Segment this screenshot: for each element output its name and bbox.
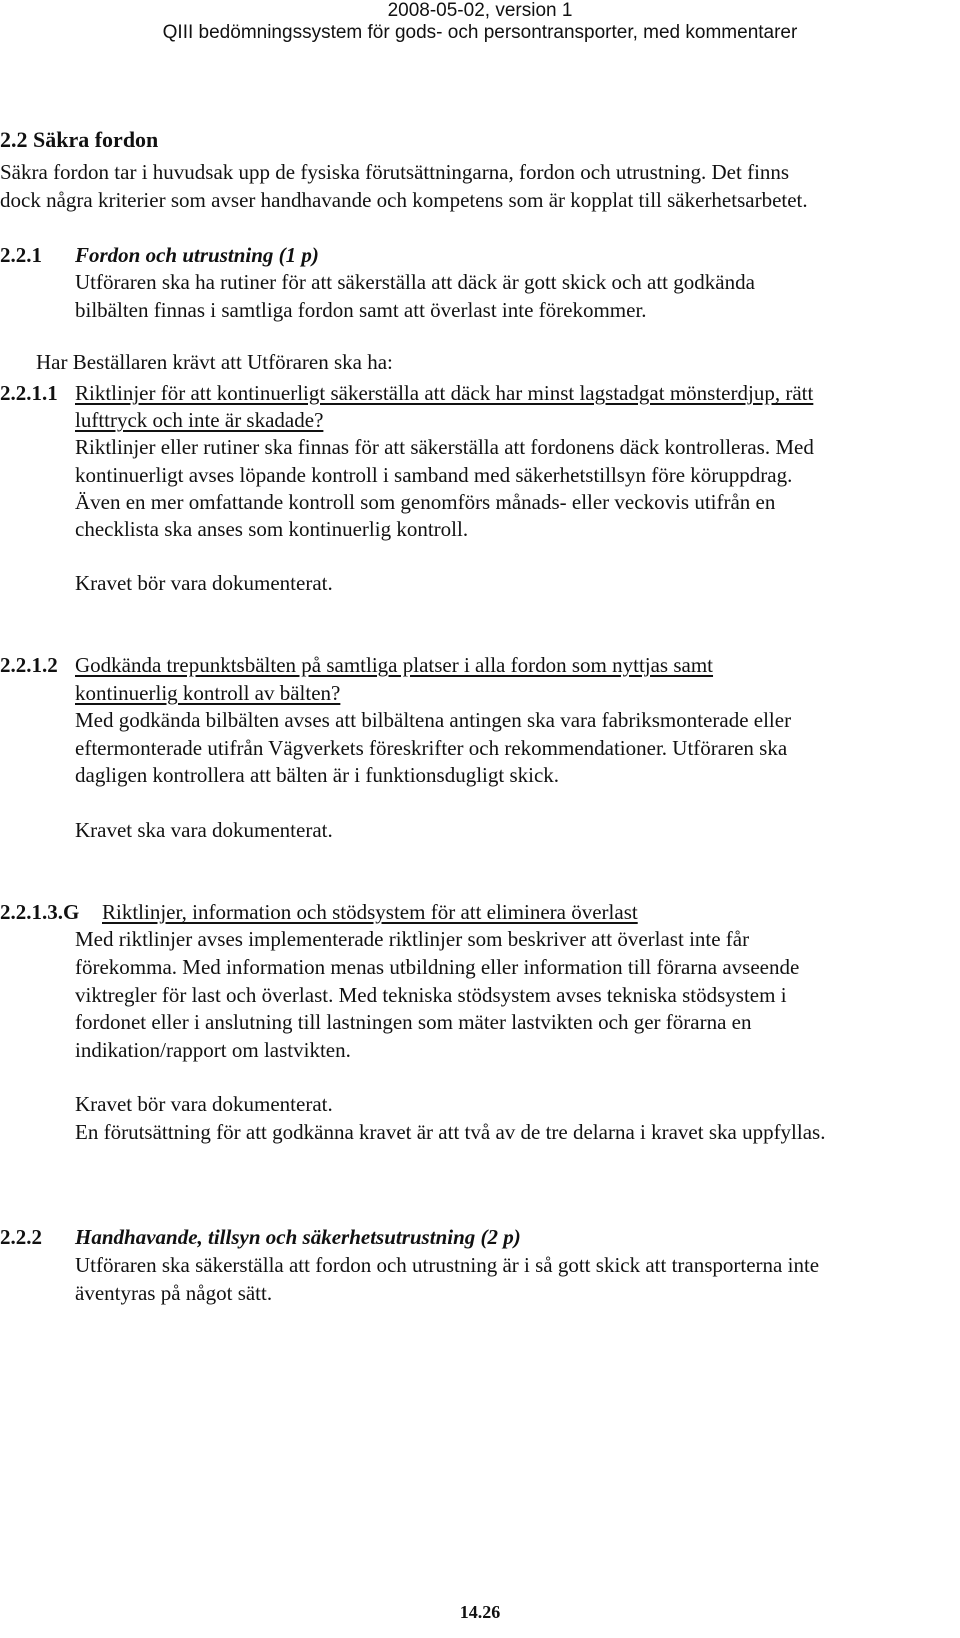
s2212-note: Kravet ska vara dokumenterat. xyxy=(75,818,333,842)
s2211-title-line: Riktlinjer för att kontinuerligt säkerställa att däck har minst lagstadgat mönsterdjup, rätt xyxy=(75,381,814,405)
s222-number: 2.2.2 xyxy=(0,1225,42,1249)
s222-title: Handhavande, tillsyn och säkerhetsutrustning (2 p) xyxy=(75,1225,521,1249)
s2211-body-line: Även en mer omfattande kontroll som genomförs månads- eller veckovis utifrån en xyxy=(75,490,776,514)
s2212-body-line: eftermonterade utifrån Vägverkets föreskrifter och rekommendationer. Utföraren ska xyxy=(75,736,788,760)
s221-body-line: Utföraren ska ha rutiner för att säkerställa att däck är gott skick och att godkända xyxy=(75,270,755,294)
s2211-body-line: Riktlinjer eller rutiner ska finnas för att säkerställa att fordonens däck kontrolleras. Med xyxy=(75,435,814,459)
s2213-body-line: förekomma. Med information menas utbildning eller information till förarna avseende xyxy=(75,955,800,979)
s2213-note2: En förutsättning för att godkänna kravet är att två av de tre delarna i kravet ska uppfyllas. xyxy=(75,1120,826,1144)
header-title: QIII bedömningssystem för gods- och persontransporter, med kommentarer xyxy=(162,22,798,43)
s221-number: 2.2.1 xyxy=(0,243,42,267)
section-title: 2.2 Säkra fordon xyxy=(0,127,159,152)
s2211-note: Kravet bör vara dokumenterat. xyxy=(75,571,333,595)
section-intro-line: dock några kriterier som avser handhavande och kompetens som är kopplat till säkerhetsarbetet. xyxy=(0,188,808,212)
s221-question: Har Beställaren krävt att Utföraren ska ha: xyxy=(36,350,393,374)
s2213-body-line: indikation/rapport om lastvikten. xyxy=(75,1038,351,1062)
s2213-body-line: fordonet eller i anslutning till lastningen som mäter lastvikten och ger förarna en xyxy=(75,1010,752,1034)
s2211-body-line: kontinuerligt avses löpande kontroll i samband med säkerhetstillsyn före köruppdrag. xyxy=(75,463,793,487)
s2212-title-line: Godkända trepunktsbälten på samtliga platser i alla fordon som nyttjas samt xyxy=(75,653,714,677)
s2213-note: Kravet bör vara dokumenterat. xyxy=(75,1092,333,1116)
s2213-title: Riktlinjer, information och stödsystem för att eliminera överlast xyxy=(102,900,638,924)
header-version: 2008-05-02, version 1 xyxy=(387,0,573,21)
s2213-body-line: viktregler för last och överlast. Med tekniska stödsystem avses tekniska stödsystem i xyxy=(75,983,787,1007)
s2213-number: 2.2.1.3.G xyxy=(0,900,80,924)
s221-body-line: bilbälten finnas i samtliga fordon samt att överlast inte förekommer. xyxy=(75,298,647,322)
s2212-body-line: dagligen kontrollera att bälten är i funktionsdugligt skick. xyxy=(75,763,560,787)
s2213-body-line: Med riktlinjer avses implementerade riktlinjer som beskriver att överlast inte får xyxy=(75,927,750,951)
s222-body-line: äventyras på något sätt. xyxy=(75,1281,273,1305)
s2211-title-line: lufttryck och inte är skadade? xyxy=(75,408,324,432)
page-number: 14.26 xyxy=(459,1602,501,1622)
s2212-title-line: kontinuerlig kontroll av bälten? xyxy=(75,681,341,705)
s2211-body-line: checklista ska anses som kontinuerlig kontroll. xyxy=(75,517,469,541)
s221-title: Fordon och utrustning (1 p) xyxy=(75,243,319,267)
s2212-body-line: Med godkända bilbälten avses att bilbältena antingen ska vara fabriksmonterade eller xyxy=(75,708,792,732)
section-intro-line: Säkra fordon tar i huvudsak upp de fysiska förutsättningarna, fordon och utrustning. Det finns xyxy=(0,160,790,184)
s222-body-line: Utföraren ska säkerställa att fordon och utrustning är i så gott skick att transporterna inte xyxy=(75,1253,820,1277)
s2211-number: 2.2.1.1 xyxy=(0,381,58,405)
s2212-number: 2.2.1.2 xyxy=(0,653,58,677)
